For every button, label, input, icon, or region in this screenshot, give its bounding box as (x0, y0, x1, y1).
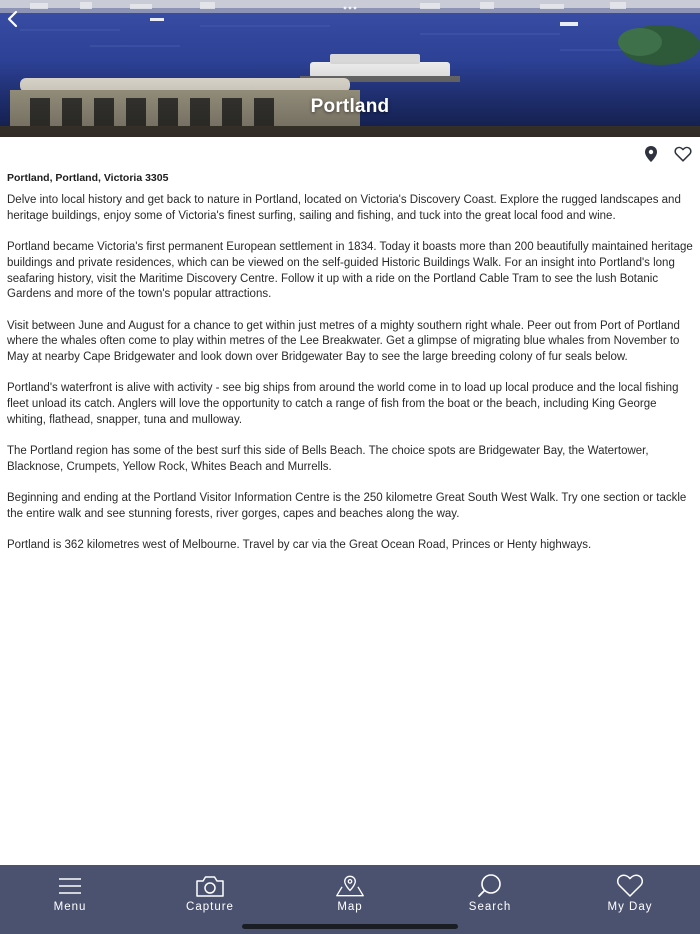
camera-icon (195, 874, 225, 898)
hamburger-menu-icon (57, 876, 83, 896)
description-paragraph: Visit between June and August for a chance to get within just metres of a mighty southern right whale. Peer out from Port of Portland where the whales often come to play within metres of the Lee Breakwater. Get a glimpse of migrating blue whales from November to May at nearby Cape Bridgewater and look down over Bridgewater Bay to see the large breeding colony of fur seals below. (7, 319, 680, 363)
listing-content (7, 170, 697, 570)
tab-label: Menu (53, 901, 87, 913)
map-icon (335, 873, 365, 899)
tab-capture[interactable] (140, 865, 280, 925)
map-pin-icon (644, 145, 658, 163)
chevron-left-icon (6, 10, 20, 28)
tab-label: My Day (607, 901, 653, 913)
favorite-button[interactable] (672, 143, 694, 165)
heart-outline-icon (616, 874, 644, 898)
bottom-tab-bar (0, 865, 700, 934)
description-paragraph: Portland's waterfront is alive with activity - see big ships from around the world come in to load up local produce and the local fishing fleet unload its catch. Anglers will love the opportunity to catch a range of fish from the boat or the beach, including King George whiting, flathead, snapper, tuna and mulloway. (7, 382, 679, 426)
tab-my-day[interactable] (560, 865, 700, 925)
description-paragraph: Delve into local history and get back to nature in Portland, located on Victoria's Discovery Coast. Explore the rugged landscapes and heritage buildings, enjoy some of Victoria's finest surfing, sailing and fishing, and tuck into the great local food and wine. (7, 194, 681, 222)
heart-outline-icon (674, 146, 692, 162)
tab-label: Search (468, 901, 512, 913)
page-title: Portland (310, 96, 390, 117)
home-indicator (242, 924, 458, 929)
tab-map[interactable] (280, 865, 420, 925)
tab-label: Map (337, 901, 363, 913)
listing-actions (640, 143, 694, 165)
tab-search[interactable] (420, 865, 560, 925)
back-button[interactable] (2, 6, 24, 32)
listing-address: Portland, Portland, Victoria 3305 (7, 172, 169, 184)
description-paragraph: Beginning and ending at the Portland Visitor Information Centre is the 250 kilometre Great South West Walk. Try one section or tackle the entire walk and see stunning forests, river gorges, capes and beaches along the way. (7, 492, 687, 520)
description-paragraph: The Portland region has some of the best surf this side of Bells Beach. The choice spots are Bridgewater Bay, the Watertower, Blacknose, Crumpets, Yellow Rock, Whites Beach and Murrells. (7, 445, 649, 473)
location-button[interactable] (640, 143, 662, 165)
tab-label: Capture (186, 901, 234, 913)
search-icon (477, 873, 503, 899)
description-paragraph: Portland became Victoria's first permanent European settlement in 1834. Today it boasts more than 200 beautifully maintained heritage buildings and private residences, which can be viewed on the self-guided Historic Buildings Walk. For an insight into Portland's long seafaring history, visit the Maritime Discovery Centre. Follow it up with a ride on the Portland Cable Tram to see the lush Botanic Gardens and more of the town's popular attractions. (7, 241, 693, 301)
ellipsis-icon[interactable] (340, 2, 360, 14)
tab-menu[interactable] (0, 865, 140, 925)
hero-banner (0, 0, 700, 137)
description-paragraph: Portland is 362 kilometres west of Melbourne. Travel by car via the Great Ocean Road, Princes or Henty highways. (7, 539, 592, 552)
